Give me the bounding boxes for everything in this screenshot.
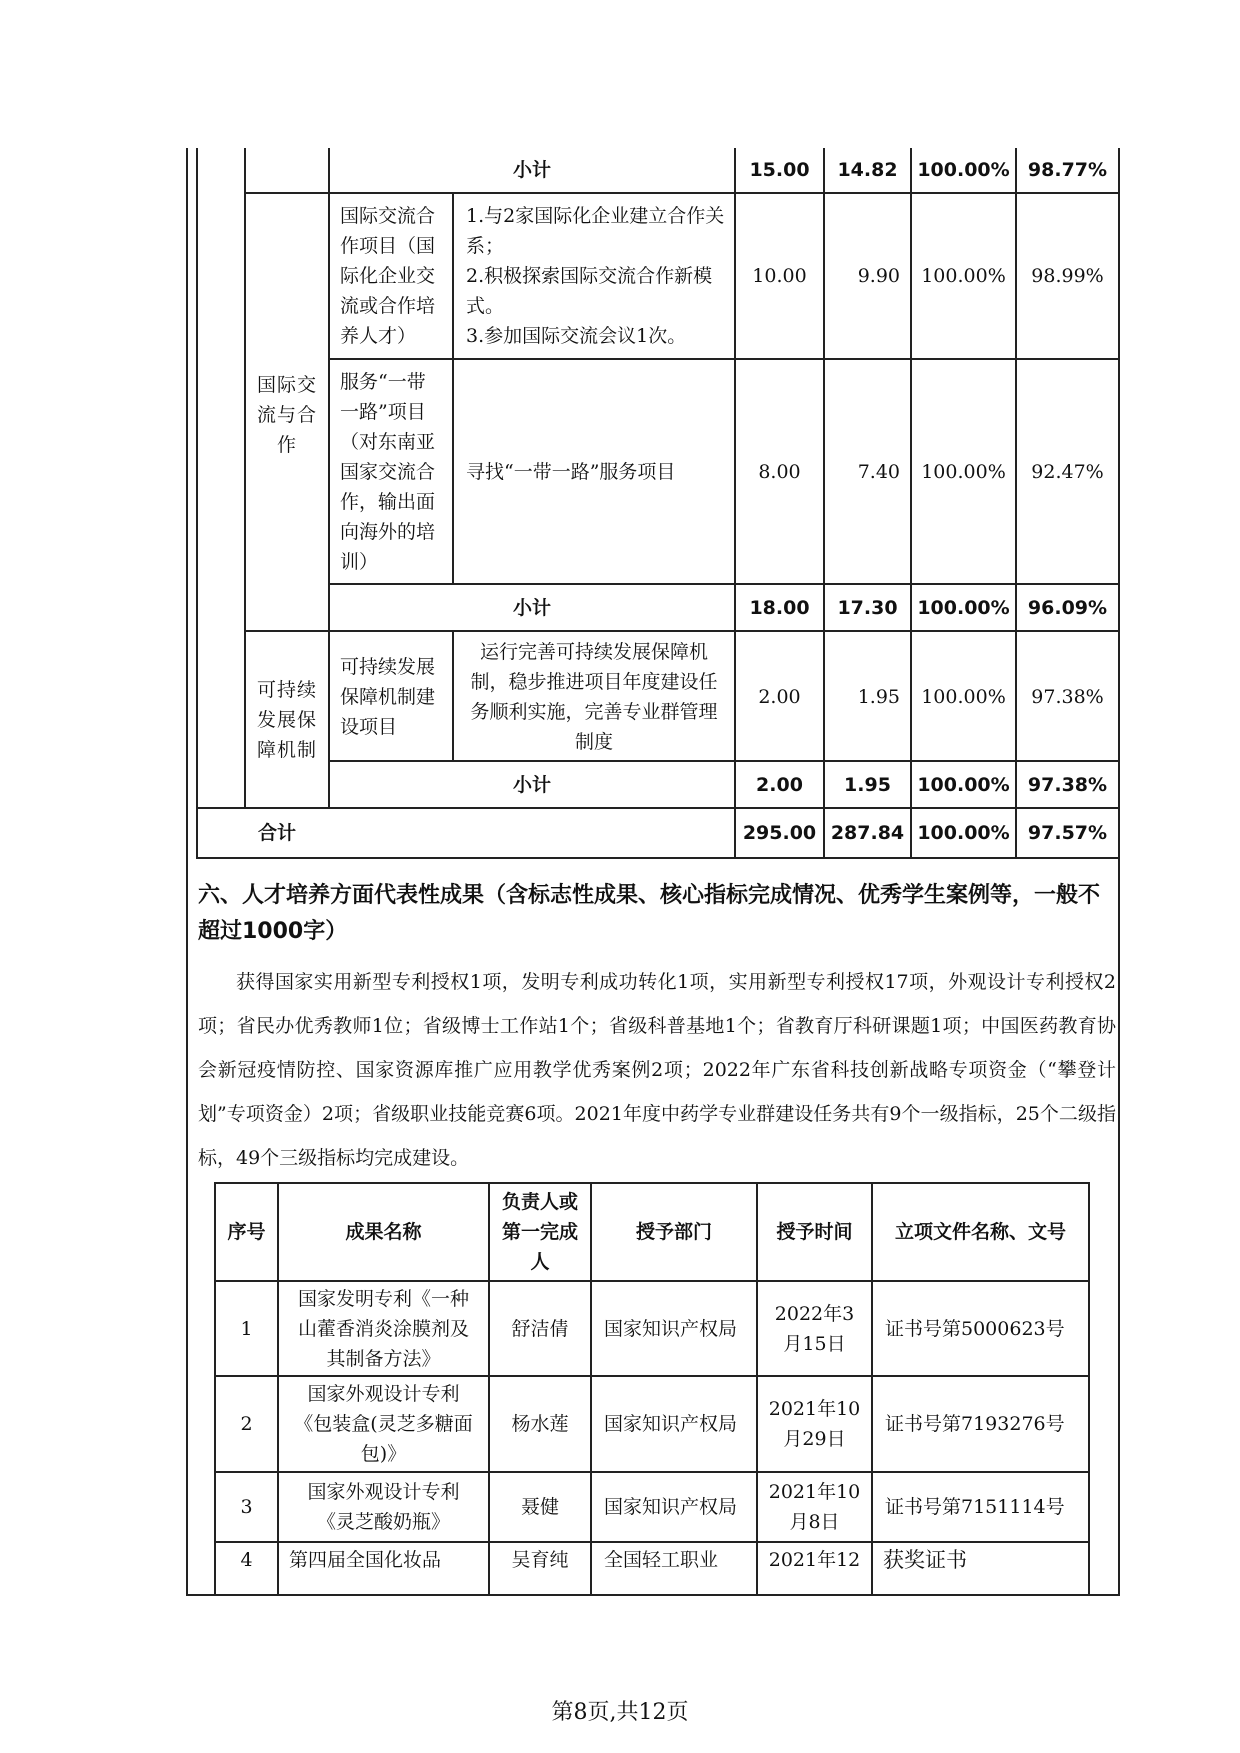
subtotal-rate1: 100.00% bbox=[917, 773, 1010, 796]
subtotal-rate1: 100.00% bbox=[917, 159, 1010, 181]
subtotal-rate2: 98.77% bbox=[1027, 159, 1108, 181]
total-rate2: 97.57% bbox=[1027, 822, 1108, 844]
subtotal-rate2: 97.38% bbox=[1027, 773, 1108, 796]
subtotal-actual: 17.30 bbox=[837, 596, 898, 619]
row-doc: 证书号第5000623号 bbox=[885, 1317, 1065, 1340]
category-cell: 可持续发展保障机制 bbox=[256, 678, 317, 761]
header-no: 序号 bbox=[227, 1221, 266, 1243]
row-doc: 证书号第7151114号 bbox=[885, 1496, 1065, 1518]
row-no: 2 bbox=[240, 1413, 253, 1435]
project-rate1: 100.00% bbox=[921, 265, 1006, 287]
subtotal-label: 小计 bbox=[512, 773, 551, 796]
header-name: 成果名称 bbox=[345, 1221, 422, 1243]
row-dept: 国家知识产权局 bbox=[604, 1317, 738, 1340]
subtotal-actual: 1.95 bbox=[844, 773, 891, 796]
project-name: 可持续发展保障机制建设项目 bbox=[340, 656, 436, 738]
row-date: 2021年12 bbox=[768, 1549, 861, 1571]
row-person: 杨水莲 bbox=[511, 1413, 569, 1435]
project-rate2: 92.47% bbox=[1031, 461, 1104, 483]
row-doc: 获奖证书 bbox=[883, 1548, 967, 1572]
project-rate2: 97.38% bbox=[1031, 686, 1104, 708]
subtotal-rate2: 96.09% bbox=[1027, 596, 1108, 619]
subtotal-budget: 15.00 bbox=[749, 159, 810, 181]
subtotal-label: 小计 bbox=[512, 159, 551, 181]
project-actual: 1.95 bbox=[857, 686, 900, 708]
project-actual: 9.90 bbox=[857, 265, 900, 287]
project-rate1: 100.00% bbox=[921, 461, 1006, 483]
project-name: 服务“一带一路”项目（对东南亚国家交流合作，输出面向海外的培训） bbox=[340, 371, 436, 573]
category-cell: 国际交流与合作 bbox=[256, 374, 317, 456]
row-person: 聂健 bbox=[520, 1496, 559, 1518]
total-rate1: 100.00% bbox=[917, 822, 1010, 844]
subtotal-rate1: 100.00% bbox=[917, 596, 1010, 619]
subtotal-budget: 2.00 bbox=[756, 773, 803, 796]
project-name: 国际交流合作项目（国际化企业交流或合作培养人才） bbox=[340, 205, 436, 347]
row-person: 吴育纯 bbox=[511, 1549, 569, 1571]
project-content: 1.与2家国际化企业建立合作关系； 2.积极探索国际交流合作新模式。 3.参加国际交流会议1次。 bbox=[466, 205, 725, 347]
row-name: 国家发明专利《一种山藿香消炎涂膜剂及其制备方法》 bbox=[297, 1287, 469, 1370]
row-date: 2021年10月8日 bbox=[768, 1481, 861, 1533]
row-date: 2022年3月15日 bbox=[774, 1302, 855, 1355]
project-budget: 2.00 bbox=[758, 686, 801, 708]
row-dept: 国家知识产权局 bbox=[604, 1413, 738, 1435]
subtotal-budget: 18.00 bbox=[749, 596, 810, 619]
row-date: 2021年10月29日 bbox=[768, 1398, 861, 1450]
project-budget: 10.00 bbox=[752, 265, 807, 287]
total-actual: 287.84 bbox=[830, 822, 905, 844]
project-content: 寻找“一带一路”服务项目 bbox=[466, 461, 676, 483]
row-no: 3 bbox=[240, 1496, 253, 1518]
project-budget: 8.00 bbox=[758, 461, 801, 483]
row-name: 第四届全国化妆品 bbox=[289, 1549, 442, 1571]
total-label: 合计 bbox=[258, 822, 297, 844]
row-name: 国家外观设计专利《灵芝酸奶瓶》 bbox=[307, 1481, 460, 1533]
project-actual: 7.40 bbox=[857, 461, 900, 483]
project-content: 运行完善可持续发展保障机制，稳步推进项目年度建设任务顺利实施，完善专业群管理制度 bbox=[470, 641, 718, 753]
row-no: 1 bbox=[240, 1317, 253, 1340]
page-number: 第8页,共12页 bbox=[551, 1700, 689, 1725]
subtotal-actual: 14.82 bbox=[837, 159, 898, 181]
total-budget: 295.00 bbox=[742, 822, 817, 844]
header-doc: 立项文件名称、文号 bbox=[894, 1221, 1066, 1243]
header-dept: 授予部门 bbox=[635, 1221, 712, 1243]
row-dept: 国家知识产权局 bbox=[604, 1496, 738, 1518]
row-dept: 全国轻工职业 bbox=[604, 1549, 719, 1571]
row-person: 舒洁倩 bbox=[511, 1317, 569, 1340]
header-person: 负责人或第一完成人 bbox=[501, 1191, 578, 1273]
subtotal-label: 小计 bbox=[512, 596, 551, 619]
row-no: 4 bbox=[240, 1549, 253, 1571]
row-doc: 证书号第7193276号 bbox=[885, 1413, 1065, 1435]
project-rate2: 98.99% bbox=[1031, 265, 1104, 287]
section-title: 六、人才培养方面代表性成果（含标志性成果、核心指标完成情况、优秀学生案例等，一般不超过1000字） bbox=[198, 883, 1101, 944]
section-paragraph: 获得国家实用新型专利授权1项，发明专利成功转化1项，实用新型专利授权17项，外观设计专利授权2项；省民办优秀教师1位；省级博士工作站1个；省级科普基地1个；省教育厅科研课题1项；中国医药教育协会新冠疫情防控、国家资源库推广应用教学优秀案例2项；2022年广东省科技创新战略专项资金（“攀登计划”专项资金）2项；省级职业技能竞赛6项。2021年度中药学专业群建设任务共有9个一级指标，25个二级指标，49个三级指标均完成建设。 bbox=[198, 971, 1116, 1169]
row-name: 国家外观设计专利《包装盒(灵芝多糖面包)》 bbox=[294, 1383, 473, 1465]
header-date: 授予时间 bbox=[776, 1221, 853, 1243]
project-rate1: 100.00% bbox=[921, 686, 1006, 708]
